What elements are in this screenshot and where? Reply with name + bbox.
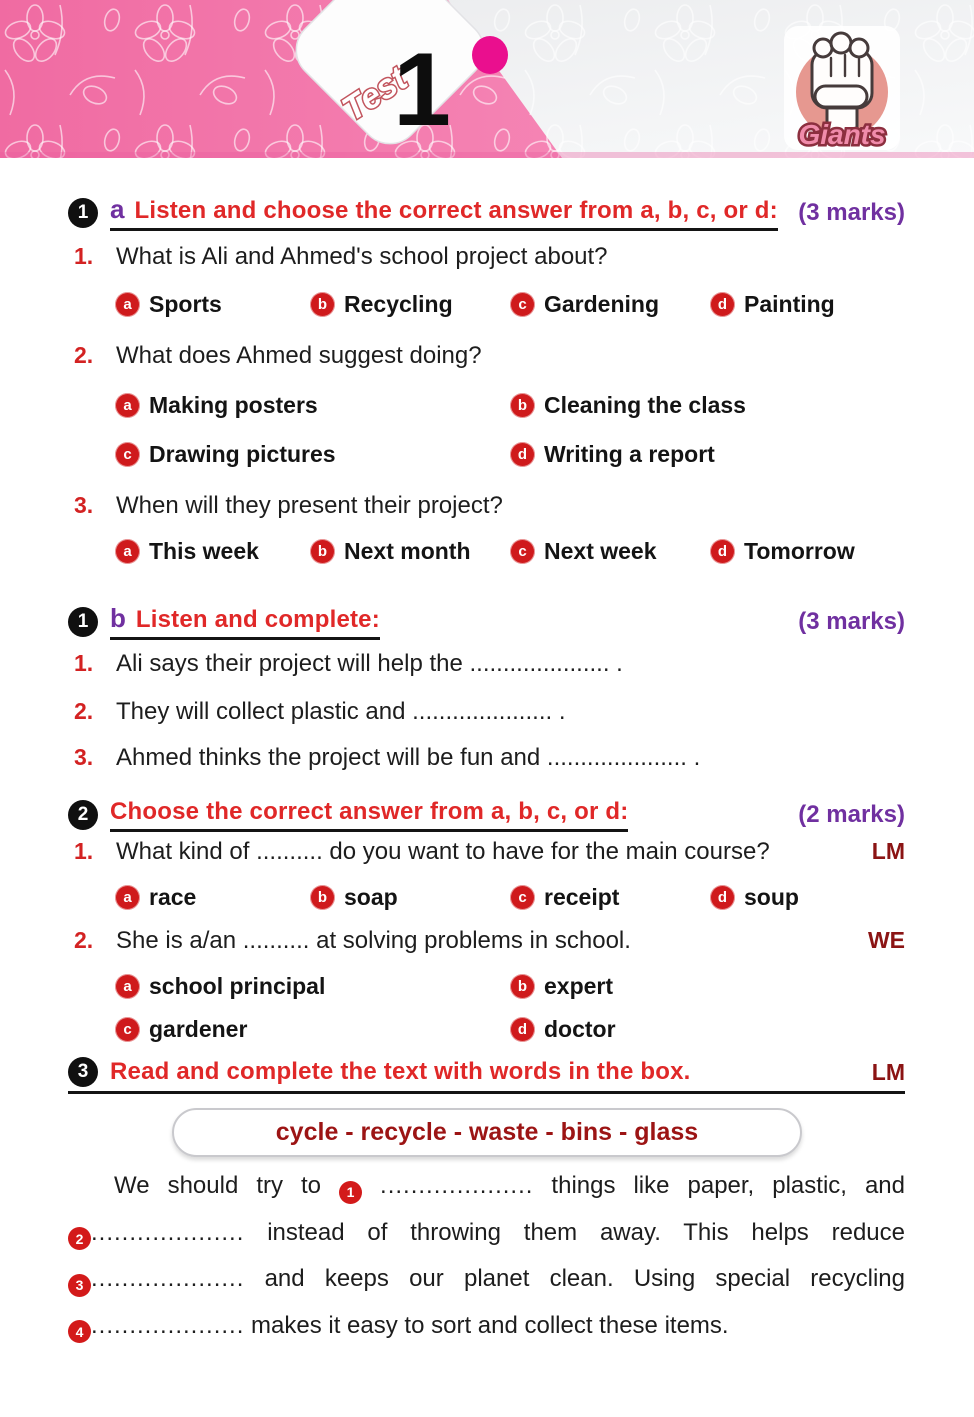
option-letter-badge: b [510, 393, 535, 418]
option-letter-badge: b [310, 292, 335, 317]
blank-number-badge: 4 [68, 1320, 91, 1343]
cloze-text: instead of throwing them away. This helps reduce [267, 1218, 905, 1246]
section-number-badge: 2 [68, 800, 98, 830]
blank-dots: .................... [91, 1218, 245, 1246]
section-title: Listen and choose the correct answer from a, b, c, or d: [134, 197, 778, 224]
question-number: 3. [74, 492, 94, 518]
option-b[interactable]: b Next month [310, 538, 510, 565]
option-letter-badge: c [510, 885, 535, 910]
question-text: She is a/an .......... at solving problems in school. [116, 927, 631, 954]
test-body [0, 194, 974, 1343]
option-d[interactable]: d doctor [510, 1016, 616, 1043]
option-d[interactable]: d Tomorrow [710, 538, 855, 565]
pink-dot [472, 36, 508, 74]
banner-bottom-strip [0, 152, 974, 158]
question [74, 492, 905, 520]
option-letter-badge: d [710, 539, 735, 564]
option-letter-badge: c [510, 539, 535, 564]
blank-number-badge: 1 [339, 1181, 362, 1204]
item-text: Ali says their project will help the ..................... . [116, 650, 623, 677]
option-letter-badge: b [310, 885, 335, 910]
cloze-line [68, 1172, 905, 1204]
options-row [115, 538, 905, 565]
question [74, 838, 905, 866]
option-letter-badge: c [115, 1017, 140, 1042]
header-banner [0, 0, 974, 158]
blank-dots: .................... [91, 1311, 245, 1339]
option-a[interactable]: a Making posters [115, 392, 510, 419]
option-a[interactable]: a school principal [115, 973, 510, 1000]
test-number-label: 1 [393, 32, 451, 148]
cloze-text: We should try to [114, 1172, 322, 1199]
option-d[interactable]: d Writing a report [510, 441, 715, 468]
option-b[interactable]: b expert [510, 973, 613, 1000]
section-title: Listen and complete: [135, 606, 380, 633]
option-b[interactable]: b Cleaning the class [510, 392, 746, 419]
cloze-text: and keeps our planet clean. Using special recycling [264, 1265, 905, 1292]
part-letter: b [110, 603, 126, 633]
item-text: Ahmed thinks the project will be fun and ..................... . [116, 744, 701, 771]
option-c[interactable]: c gardener [115, 1016, 510, 1043]
option-letter-badge: d [710, 885, 735, 910]
question [74, 927, 905, 955]
question-text: What is Ali and Ahmed's school project about? [116, 243, 608, 270]
option-letter-badge: c [115, 442, 140, 467]
cloze-text: makes it easy to sort and collect these items. [251, 1311, 729, 1339]
question-text: What does Ahmed suggest doing? [116, 342, 482, 369]
section-1a-header [68, 194, 905, 231]
options-row [115, 291, 905, 318]
option-b[interactable]: b soap [310, 884, 510, 911]
option-letter-badge: b [310, 539, 335, 564]
option-letter-badge: a [115, 539, 140, 564]
skill-tag: LM [871, 838, 905, 864]
option-d[interactable]: d soup [710, 884, 799, 911]
option-a[interactable]: a race [115, 884, 310, 911]
option-letter-badge: b [510, 974, 535, 999]
option-letter-badge: c [510, 292, 535, 317]
option-letter-badge: a [115, 885, 140, 910]
cloze-text: things like paper, plastic, and [551, 1172, 905, 1199]
fill-in-item [74, 744, 905, 772]
skill-tag: WE [867, 927, 905, 953]
option-d[interactable]: d Painting [710, 291, 835, 318]
blank-number-badge: 2 [68, 1227, 91, 1250]
option-letter-badge: d [710, 292, 735, 317]
section-number-badge: 1 [68, 198, 98, 228]
question-number: 2. [74, 342, 94, 368]
option-letter-badge: d [510, 442, 535, 467]
item-number: 2. [74, 698, 94, 724]
giants-logo [784, 26, 900, 150]
question-number: 1. [74, 243, 94, 269]
marks-label: (3 marks) [798, 198, 905, 226]
option-letter-badge: a [115, 393, 140, 418]
option-c[interactable]: c Next week [510, 538, 710, 565]
option-a[interactable]: a This week [115, 538, 310, 565]
question [74, 342, 905, 370]
options-row [115, 973, 905, 1000]
item-number: 3. [74, 744, 94, 770]
section-1b-header [68, 603, 905, 640]
option-letter-badge: a [115, 974, 140, 999]
fill-in-item [74, 698, 905, 726]
option-letter-badge: a [115, 292, 140, 317]
marks-label: (2 marks) [798, 801, 905, 828]
blank-dots: .................... [91, 1265, 245, 1292]
options-row [115, 441, 905, 468]
option-letter-badge: d [510, 1017, 535, 1042]
section-title: Choose the correct answer from a, b, c, or d: [110, 798, 629, 825]
option-c[interactable]: c Gardening [510, 291, 710, 318]
cloze-line [68, 1265, 905, 1297]
question-number: 2. [74, 927, 94, 953]
item-text: They will collect plastic and ..................... . [116, 698, 566, 725]
cloze-line [68, 1312, 905, 1344]
option-b[interactable]: b Recycling [310, 291, 510, 318]
options-row [115, 392, 905, 419]
blank-number-badge: 3 [68, 1274, 91, 1297]
option-a[interactable]: a Sports [115, 291, 310, 318]
fill-in-item [74, 650, 905, 678]
section-number-badge: 1 [68, 607, 98, 637]
cloze-line [68, 1219, 905, 1251]
test-label: Test [335, 59, 414, 129]
option-c[interactable]: c receipt [510, 884, 710, 911]
item-number: 1. [74, 650, 94, 676]
section-title: Read and complete the text with words in the box. [110, 1058, 691, 1085]
skill-tag: LM [871, 1058, 905, 1085]
question-number: 1. [74, 838, 94, 864]
giants-logo-text: Giants [798, 119, 886, 150]
question-text: When will they present their project? [116, 492, 503, 519]
section-3-header [68, 1057, 905, 1094]
option-c[interactable]: c Drawing pictures [115, 441, 510, 468]
word-box [172, 1108, 802, 1157]
marks-label: (3 marks) [798, 607, 905, 635]
blank-dots: .................... [380, 1172, 534, 1199]
word-box-words: cycle - recycle - waste - bins - glass [275, 1118, 699, 1146]
options-row [115, 884, 905, 911]
section-number-badge: 3 [68, 1057, 98, 1087]
part-letter: a [110, 194, 125, 224]
options-row [115, 1016, 905, 1043]
question [74, 243, 905, 271]
question-text: What kind of .......... do you want to have for the main course? [116, 838, 770, 865]
section-2-header [68, 798, 905, 832]
